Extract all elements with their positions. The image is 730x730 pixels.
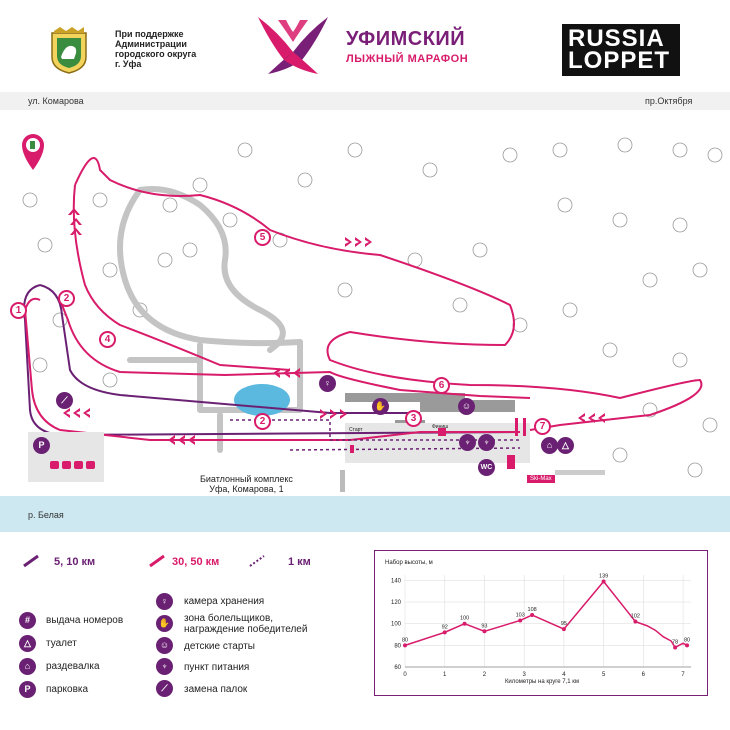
- biathlon-label: [200, 474, 293, 494]
- brand-subtitle: ЛЫЖНЫЙ МАРАФОН: [346, 53, 469, 65]
- point-marker-3: 3: [405, 410, 422, 427]
- fire-hydrant-icon: [507, 455, 515, 469]
- chart-xlabel: Километры на круге 7,1 км: [504, 679, 580, 685]
- point-marker-7: 7: [534, 418, 551, 435]
- locker-icon: ♀: [156, 593, 173, 610]
- hanger-icon: ⌂: [541, 437, 558, 454]
- y-tick-label: 60: [394, 665, 401, 671]
- fuel-pin-icon: [22, 115, 44, 170]
- legend-route-5-10-label: 5, 10 км: [54, 556, 96, 568]
- x-tick-label: 6: [641, 672, 646, 678]
- x-tick-label: 2: [482, 672, 487, 678]
- start-label: Старт: [349, 427, 363, 433]
- partner-line-2: LOPPET: [568, 47, 671, 74]
- wc-icon: WC: [478, 459, 495, 476]
- biathlon-label-line-2: Уфа, Комарова, 1: [209, 484, 284, 494]
- legend-locker-label: камера хранения: [184, 596, 265, 607]
- parking-icon: P: [33, 437, 50, 454]
- data-label: 80: [683, 637, 691, 644]
- elevation-line: [405, 581, 687, 647]
- elevation-chart: [374, 550, 708, 696]
- data-point: [633, 620, 637, 624]
- data-label: 95: [560, 621, 567, 628]
- x-tick-label: 7: [681, 672, 685, 678]
- street-left-label: ул. Комарова: [28, 96, 84, 106]
- poles-icon: ⟋: [156, 680, 173, 697]
- marathon-logo-icon: [248, 12, 338, 82]
- legend-route-5-10: [22, 552, 142, 572]
- data-label: 80: [401, 637, 409, 644]
- data-label: 100: [459, 615, 470, 622]
- legend-food-label: пункт питания: [184, 662, 250, 673]
- x-tick-label: 4: [562, 672, 566, 678]
- legend-hanger-label: раздевалка: [46, 661, 100, 672]
- data-point: [602, 579, 606, 583]
- legend-kids-label: детские старты: [184, 641, 255, 652]
- point-marker-2b: 2: [254, 413, 271, 430]
- y-tick-label: 100: [390, 621, 401, 628]
- hanger-icon: ⌂: [19, 658, 36, 675]
- y-tick-label: 120: [390, 600, 401, 607]
- food-icon-2: ♆: [478, 434, 495, 451]
- support-line-1: При поддержке: [115, 29, 184, 39]
- x-tick-label: 0: [403, 672, 407, 678]
- data-label: 92: [441, 624, 448, 631]
- street-right-label: пр.Октября: [645, 96, 693, 106]
- point-marker-2: 2: [58, 290, 75, 307]
- parking-icon: P: [19, 681, 36, 698]
- toilet-icon: △: [557, 437, 574, 454]
- data-label: 108: [527, 607, 537, 614]
- x-tick-label: 1: [443, 672, 447, 678]
- fans-icon: ✋: [156, 615, 173, 632]
- legend-poles-label: замена палок: [184, 684, 248, 695]
- legend-route-1km: [248, 552, 338, 572]
- river-label: р. Белая: [28, 510, 64, 520]
- lake: [234, 384, 290, 416]
- legend-parking-label: парковка: [46, 684, 89, 695]
- data-point: [443, 630, 447, 634]
- skimax-badge: Ski-Max: [527, 475, 555, 483]
- point-marker-1: 1: [10, 302, 27, 319]
- legend-route-1km-label: 1 км: [288, 556, 311, 568]
- data-label: 93: [481, 623, 488, 630]
- data-point: [562, 627, 566, 631]
- tree-icon: [158, 143, 312, 267]
- legend-route-30-50-label: 30, 50 км: [172, 556, 220, 568]
- support-line-2: Администрации: [115, 39, 187, 49]
- point-marker-4: 4: [99, 331, 116, 348]
- course-map: [0, 110, 730, 495]
- kids-icon: ☺: [156, 637, 173, 654]
- tree-icon: [348, 138, 722, 177]
- direction-arrows: [63, 208, 605, 445]
- data-point: [518, 618, 522, 622]
- data-point: [685, 643, 689, 647]
- parked-cars: [50, 458, 98, 470]
- x-tick-label: 3: [522, 672, 526, 678]
- partner-line-1: RUSSIA: [568, 25, 665, 52]
- chart-title: Набор высоты, м: [385, 560, 433, 566]
- support-line-3: городского округа: [115, 49, 197, 59]
- data-point: [673, 646, 677, 650]
- legend-fans-label: зона болельщиков, награждение победителей: [184, 613, 308, 635]
- elevation-plot: [375, 551, 709, 697]
- data-label: 103: [515, 612, 525, 619]
- poles-icon: ⟋: [56, 392, 73, 409]
- russia-loppet-logo: [562, 24, 680, 76]
- coat-of-arms-icon: [48, 27, 90, 75]
- data-point: [463, 622, 467, 626]
- food-icon: ♆: [156, 658, 173, 675]
- point-marker-5: 5: [254, 229, 271, 246]
- locker-icon: ♀: [319, 375, 336, 392]
- data-point: [403, 643, 407, 647]
- y-tick-label: 80: [394, 643, 401, 650]
- support-text: [115, 29, 225, 69]
- toilet-icon: △: [19, 635, 36, 652]
- street-bar: [0, 92, 730, 110]
- data-label: 139: [599, 573, 609, 580]
- data-point: [482, 629, 486, 633]
- support-line-4: г. Уфа: [115, 59, 142, 69]
- bib-icon: #: [19, 612, 36, 629]
- legend-bib-label: выдача номеров: [46, 615, 124, 626]
- point-marker-6: 6: [433, 377, 450, 394]
- kids-icon: ☺: [458, 398, 475, 415]
- x-tick-label: 5: [601, 672, 606, 678]
- brand-title: УФИМСКИЙ: [346, 28, 466, 50]
- biathlon-label-line-1: Биатлонный комплекс: [200, 474, 293, 484]
- data-point: [530, 613, 534, 617]
- fans-icon: ✋: [372, 398, 389, 415]
- data-label: 102: [630, 613, 640, 620]
- food-icon: ♆: [459, 434, 476, 451]
- y-tick-label: 140: [390, 578, 401, 585]
- data-label: 78: [672, 639, 679, 646]
- legend-toilet-label: туалет: [46, 638, 77, 649]
- river: [0, 496, 730, 532]
- finish-label: Финиш: [432, 424, 449, 430]
